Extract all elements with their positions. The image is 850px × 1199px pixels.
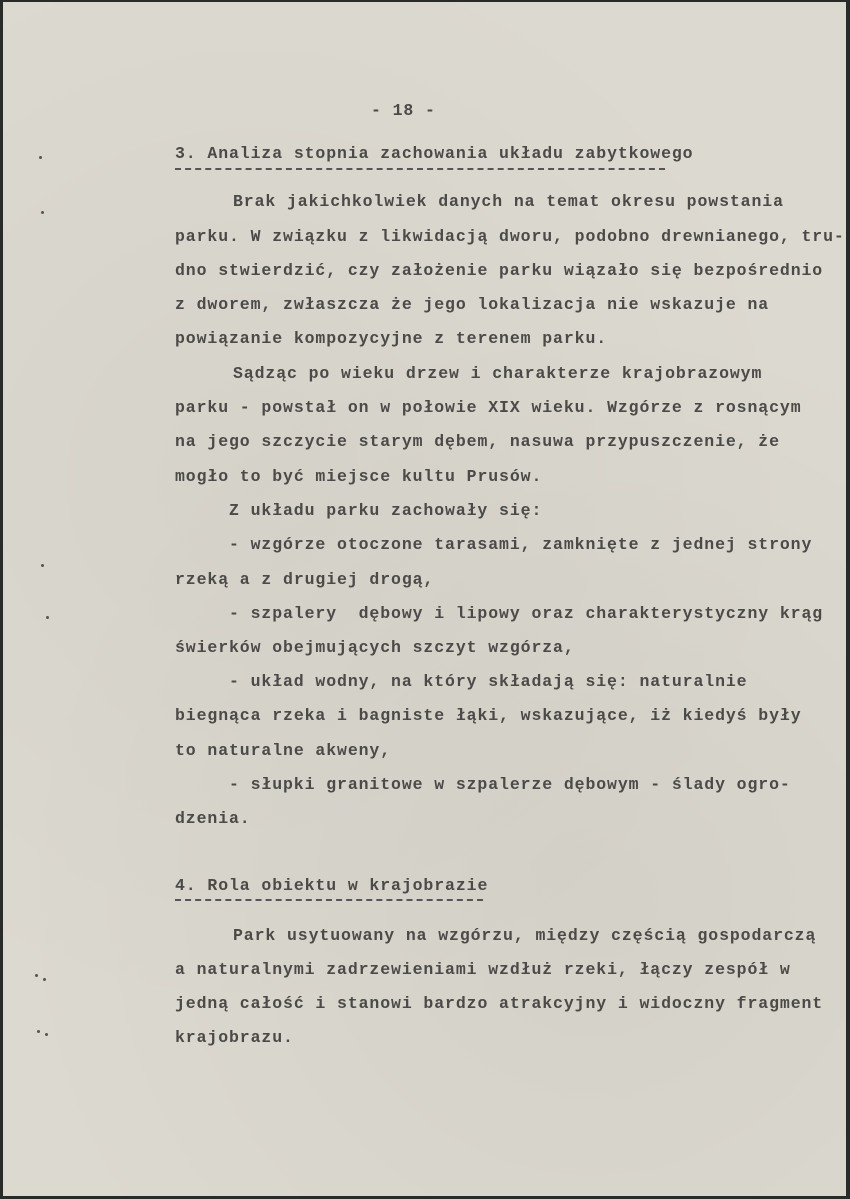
text-line: na jego szczycie starym dębem, nasuwa przypuszczenie, że (175, 432, 780, 451)
text-line: a naturalnymi zadrzewieniami wzdłuż rzeki, łączy zespół w (175, 960, 791, 979)
text-line: Brak jakichkolwiek danych na temat okresu powstania (233, 192, 784, 211)
text-line: krajobrazu. (175, 1028, 294, 1047)
margin-mark (35, 974, 38, 977)
margin-mark (41, 564, 44, 567)
text-line: dno stwierdzić, czy założenie parku wiązało się bezpośrednio (175, 261, 824, 280)
section-3-heading: 3. Analiza stopnia zachowania układu zabytkowego (175, 144, 694, 163)
heading-underline (175, 168, 665, 173)
text-line: świerków obejmujących szczyt wzgórza, (175, 638, 575, 657)
text-line: powiązanie kompozycyjne z terenem parku. (175, 329, 608, 348)
section-4-heading: 4. Rola obiektu w krajobrazie (175, 876, 489, 895)
text-line: parku. W związku z likwidacją dworu, podobno drewnianego, tru- (175, 227, 845, 246)
margin-mark (37, 1030, 40, 1033)
list-item: - układ wodny, na który składają się: naturalnie (229, 672, 748, 691)
margin-mark (46, 616, 49, 619)
margin-mark (43, 978, 46, 981)
margin-mark (45, 1033, 48, 1036)
text-line: jedną całość i stanowi bardzo atrakcyjny i widoczny fragment (175, 994, 824, 1013)
text-line: rzeką a z drugiej drogą, (175, 570, 435, 589)
list-item: - szpalery dębowy i lipowy oraz charakterystyczny krąg (229, 604, 824, 623)
text-line: z dworem, zwłaszcza że jego lokalizacja nie wskazuje na (175, 295, 770, 314)
page-number: - 18 - (371, 101, 436, 120)
list-item: - wzgórze otoczone tarasami, zamknięte z jednej strony (229, 535, 813, 554)
text-line: biegnąca rzeka i bagniste łąki, wskazujące, iż kiedyś były (175, 706, 802, 725)
text-line: parku - powstał on w połowie XIX wieku. Wzgórze z rosnącym (175, 398, 802, 417)
text-line: to naturalne akweny, (175, 741, 392, 760)
text-line: dzenia. (175, 809, 251, 828)
text-line: Sądząc po wieku drzew i charakterze krajobrazowym (233, 364, 763, 383)
document-page (3, 2, 846, 1196)
list-item: - słupki granitowe w szpalerze dębowym - ślady ogro- (229, 775, 791, 794)
heading-underline (175, 899, 483, 904)
text-line: mogło to być miejsce kultu Prusów. (175, 467, 543, 486)
margin-mark (39, 156, 42, 159)
text-line: Z układu parku zachowały się: (229, 501, 543, 520)
margin-mark (41, 211, 44, 214)
text-line: Park usytuowany na wzgórzu, między częścią gospodarczą (233, 926, 817, 945)
